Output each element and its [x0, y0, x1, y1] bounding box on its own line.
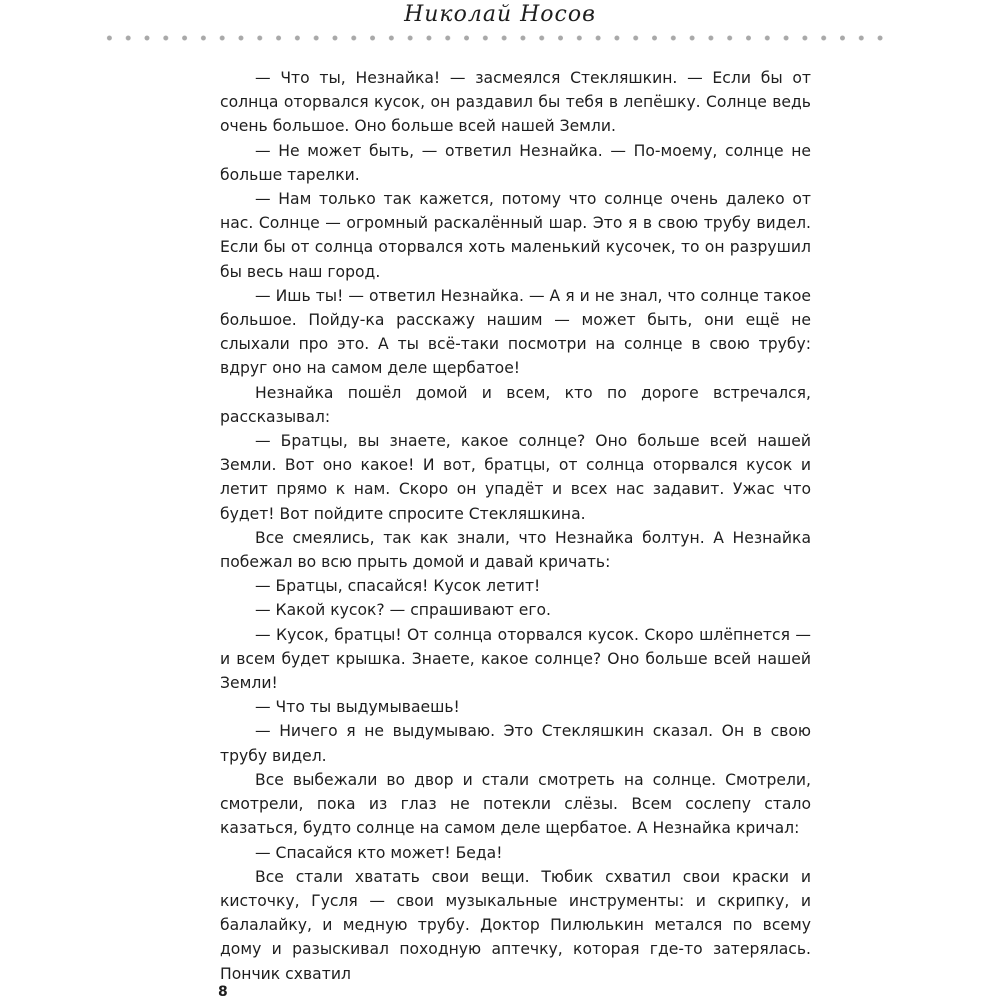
paragraph: Все смеялись, так как знали, что Незнайка болтун. А Незнайка побежал во всю прыть домой и давай кричать:: [220, 528, 811, 572]
paragraph: — Братцы, вы знаете, какое солнце? Оно больше всей нашей Земли. Вот оно какое! И вот, братцы, от солнца оторвался кусок и летит прямо к нам. Скоро он упадёт и всех нас задавит. Ужас что будет! Вот пойдите спросите Стекляшкина.: [220, 432, 811, 523]
paragraph: Все выбежали во двор и стали смотреть на солнце. Смотрели, смотрели, пока из глаз не потекли слёзы. Всем сослепу стало казаться, будто солнце на самом деле щербатое. А Незнайка кричал:: [220, 770, 811, 838]
paragraph: — Что ты выдумываешь!: [255, 698, 460, 717]
paragraph: Все стали хватать свои вещи. Тюбик схватил свои краски и кисточку, Гусля — свои музыкальные инструменты: и скрипку, и балалайку, и медную трубу. Доктор Пилюлькин метался по всему дому и разыскивал походную аптечку, которая где-то затерялась. Пончик схватил: [220, 867, 811, 983]
paragraph: — Спасайся кто может! Беда!: [255, 843, 503, 862]
page-number: 8: [218, 984, 228, 1000]
paragraph: — Нам только так кажется, потому что солнце очень далеко от нас. Солнце — огромный раскалённый шар. Это я в свою трубу видел. Если бы от солнца оторвался хоть маленький кусочек, то он разрушил бы весь наш город.: [220, 190, 811, 281]
paragraph: — Ишь ты! — ответил Незнайка. — А я и не знал, что солнце такое большое. Пойду-ка расскажу нашим — может быть, они ещё не слыхали про это. А ты всё-таки посмотри на солнце в свою трубу: вдруг оно на самом деле щербатое!: [220, 286, 811, 378]
paragraph: — Что ты, Незнайка! — засмеялся Стекляшкин. — Если бы от солнца оторвался кусок, он раздавил бы тебя в лепёшку. Солнце ведь очень большое. Оно больше всей нашей Земли.: [220, 69, 811, 136]
paragraph: — Ничего я не выдумываю. Это Стекляшкин сказал. Он в свою трубу видел.: [220, 722, 811, 765]
page-text: [220, 66, 811, 986]
paragraph: — Кусок, братцы! От солнца оторвался кусок. Скоро шлёпнется — и всем будет крышка. Знаете, какое солнце? Оно больше всей нашей Земли!: [220, 625, 811, 693]
paragraph: — Какой кусок? — спрашивают его.: [255, 601, 552, 620]
dotted-divider: [100, 34, 895, 42]
paragraph: — Не может быть, — ответил Незнайка. — По-моему, солнце не больше тарелки.: [220, 141, 811, 184]
running-head-author: Николай Носов: [404, 2, 596, 27]
paragraph: Незнайка пошёл домой и всем, кто по дороге встречался, рассказывал:: [220, 383, 811, 426]
paragraph: — Братцы, спасайся! Кусок летит!: [255, 577, 541, 596]
